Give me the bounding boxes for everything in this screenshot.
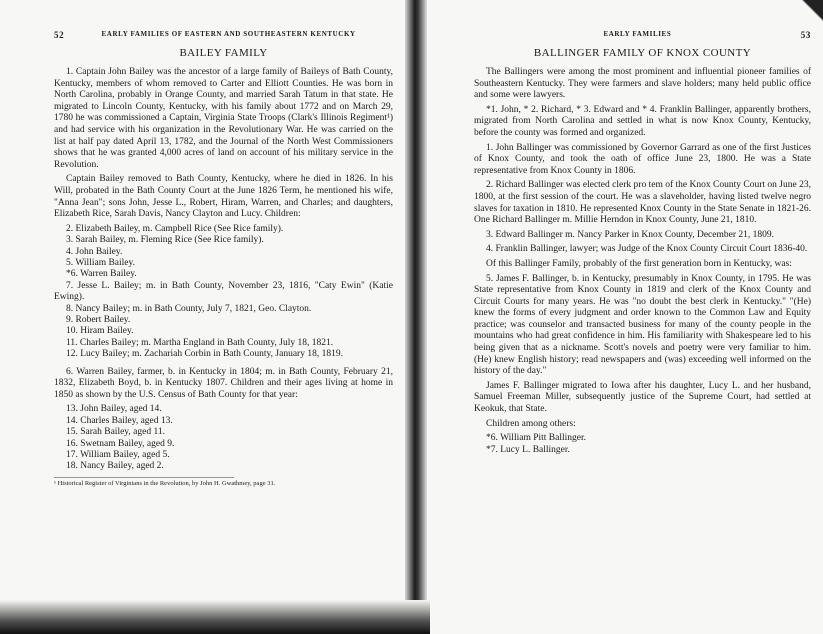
bailey-child-7: 7. Jesse L. Bailey; m. in Bath County, November 23, 1816, "Caty Ewin" (Katie Ewing).: [54, 280, 393, 303]
ballinger-paragraph-2: *1. John, * 2. Richard, * 3. Edward and * 4. Franklin Ballinger, apparently brothers, migrated from North Carolina and settled in what is now Knox County, Kentucky, before the county was formed and organized.: [474, 104, 811, 138]
left-page: [0, 0, 410, 634]
footnote-text: ¹ Historical Register of Virginians in the Revolution, by John H. Gwathmey, page 31.: [54, 479, 276, 487]
ballinger-child-6: *6. William Pitt Ballinger.: [486, 433, 586, 444]
ballinger-paragraph-6: 4. Franklin Ballinger, lawyer; was Judge of the Knox County Circuit Court 1836-40.: [486, 244, 808, 255]
bailey-family-title: BAILEY FAMILY: [179, 47, 268, 59]
ballinger-paragraph-9: James F. Ballinger migrated to Iowa after his daughter, Lucy L. and her husband, Samuel Freeman Miller, subsequently justice of the Supreme Court, had settled at Keokuk, that State.: [474, 380, 811, 415]
bailey-child-11: 11. Charles Bailey; m. Martha England in Bath County, July 18, 1821.: [66, 337, 334, 348]
page-corner-fold: [799, 0, 823, 24]
ballinger-paragraph-7: Of this Ballinger Family, probably of the first generation born in Kentucky, was:: [486, 258, 792, 269]
right-page-number: 53: [800, 30, 811, 40]
right-running-header: [474, 30, 811, 40]
bailey-child-17: 17. William Bailey, aged 5.: [66, 450, 170, 460]
bailey-child-8: 8. Nancy Bailey; m. in Bath County, July 7, 1821, Geo. Clayton.: [66, 303, 312, 314]
right-running-head: EARLY FAMILIES: [603, 30, 672, 38]
bailey-paragraph-1: 1. Captain John Bailey was the ancestor of a large family of Baileys of Bath County, Kentucky, members of whom removed to Carter and Elliott Counties. He was born in North Carolina, probably in Orange County, and married Sarah Tatum in that state. He migrated to Lincoln County, Kentucky, with his family about 1772 and on March 29, 1780 he was commissioned a Captain, Virginia State Troops (Clark's Illinois Regiment¹) and had service with his organization in the Revolutionary War. He was carried on the list at half pay dated April 13, 1782, and the Journal of the North West Commissioners shows that he was granted 4,000 acres of land on account of his military service in the Revolution.: [54, 67, 393, 170]
ballinger-family-title: BALLINGER FAMILY OF KNOX COUNTY: [533, 47, 752, 59]
bailey-paragraph-2: Captain Bailey removed to Bath County, Kentucky, where he died in 1826. In his Will, probated in the Bath County Court at the June 1826 Term, he mentioned his wife, "Anna Jean"; sons John, Jesse L., Robert, Hiram, Warren, and Charles; and daughters, Elizabeth Rice, Sarah Davis, Nancy Clayton and Lucy. Children:: [54, 174, 393, 220]
bailey-child-5: 5. William Bailey.: [66, 257, 136, 268]
bailey-child-14: 14. Charles Bailey, aged 13.: [66, 415, 173, 426]
book-bottom-shadow: [0, 600, 430, 634]
bailey-child-4: 4. John Bailey.: [66, 246, 123, 257]
bailey-child-2: 2. Elizabeth Bailey, m. Campbell Rice (See Rice family).: [66, 223, 284, 234]
bailey-child-9: 9. Robert Bailey.: [66, 314, 131, 325]
ballinger-paragraph-10: Children among others:: [486, 418, 576, 429]
ballinger-child-7: *7. Lucy L. Ballinger.: [486, 444, 570, 455]
bailey-child-10: 10. Hiram Bailey.: [66, 326, 134, 337]
ballinger-paragraph-8: 5. James F. Ballinger, b. in Kentucky, presumably in Knox County, in 1795. He was State representative from Knox County in 1819 and clerk of the Knox County and Circuit Courts for many years. He was "no doubt the best clerk in Kentucky." "(He) knew the forms of every judgment and order known to the Common Law and Equity practice; was counselor and transacted business for many of the county people in the mountains who had great confidence in him. His familiarity with Shakespeare led to his being given that as a nickname. Scott's novels and poetry were very familiar to him. (He) knew English history; read newspapers and (was) exceeding well informed on the history of the day.": [474, 273, 811, 377]
book-gutter: [405, 0, 427, 634]
right-page: [410, 0, 823, 634]
ballinger-paragraph-5: 3. Edward Ballinger m. Nancy Parker in Knox County, December 21, 1809.: [486, 229, 775, 240]
left-page-number: 52: [54, 30, 65, 40]
bailey-child-3: 3. Sarah Bailey, m. Fleming Rice (See Rice family).: [66, 235, 264, 246]
footnote: [54, 477, 276, 488]
bailey-child-16: 16. Swetnam Bailey, aged 9.: [66, 438, 175, 449]
left-running-head: EARLY FAMILIES OF EASTERN AND SOUTHEASTERN KENTUCKY: [101, 30, 356, 38]
bailey-child-13: 13. John Bailey, aged 14.: [66, 404, 162, 415]
ballinger-paragraph-1: The Ballingers were among the most prominent and influential pioneer families of Southeastern Kentucky. They were farmers and slave holders; many held public office and some were lawyers.: [474, 67, 811, 101]
bailey-child-6: *6. Warren Bailey.: [66, 269, 137, 280]
ballinger-paragraph-3: 1. John Ballinger was commissioned by Governor Garrard as one of the first Justices of Knox County, and took the oath of office June 23, 1800. He was a State representative from Knox County in 1806.: [474, 142, 811, 176]
bailey-paragraph-3: 6. Warren Bailey, farmer, b. in Kentucky in 1804; m. in Bath County, February 21, 1832, Elizabeth Boyd, b. in Kentucky 1807. Children and their ages living at home in 1850 as shown by the U.S. Census of Bath County for that year:: [54, 366, 393, 400]
bailey-child-12: 12. Lucy Bailey; m. Zachariah Corbin in Bath County, January 18, 1819.: [66, 349, 343, 360]
left-running-header: [54, 30, 393, 40]
bailey-child-15: 15. Sarah Bailey, aged 11.: [66, 427, 166, 438]
bailey-child-18: 18. Nancy Bailey, aged 2.: [66, 461, 164, 472]
ballinger-paragraph-4: 2. Richard Ballinger was elected clerk pro tem of the Knox County Court on June 23, 1800, at the first session of the court. He was a slaveholder, having listed twelve negro slaves for taxation in 1810. He represented Knox County in the State Senate in 1821-26. One Richard Ballinger m. Millie Herndon in Knox County, June 21, 1810.: [474, 180, 811, 226]
